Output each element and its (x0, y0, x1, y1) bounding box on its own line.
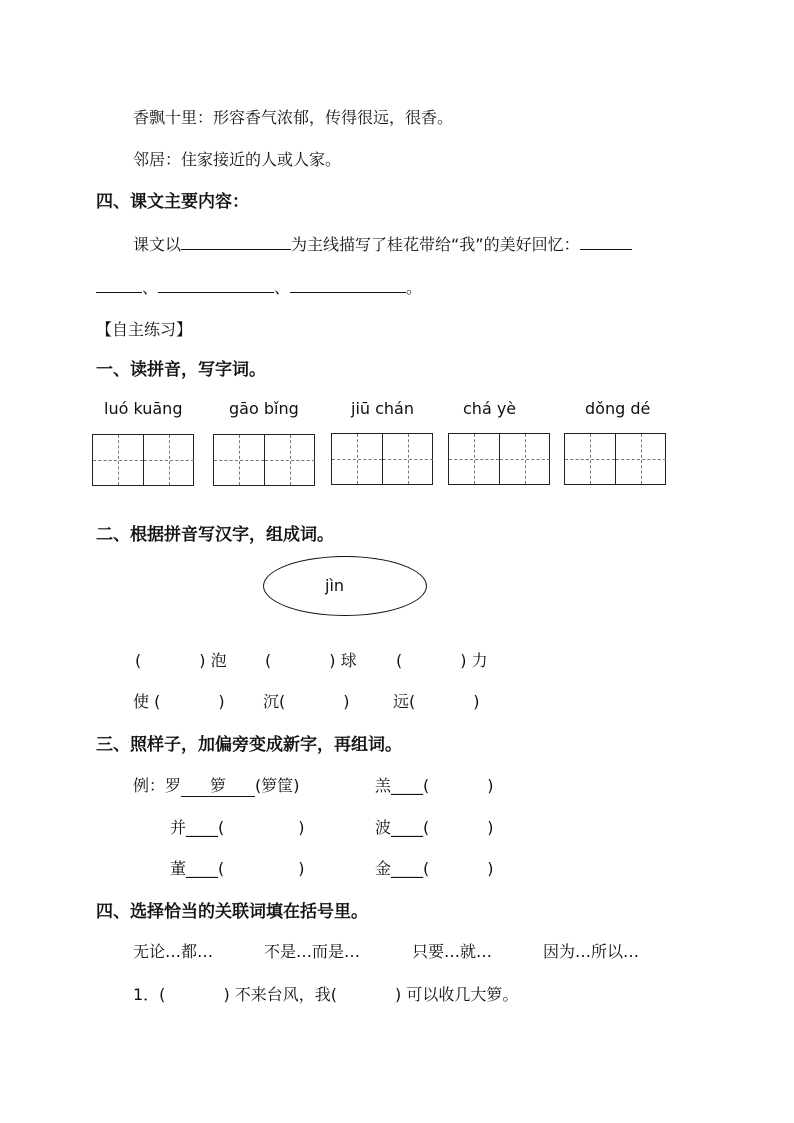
separator: 、 (274, 278, 291, 297)
example-label: 例：罗 (133, 776, 182, 795)
q2-row1-item-3: ( ) 力 (396, 651, 488, 670)
q3-item-gao: 羔____( ) (375, 776, 494, 795)
practice-title: 【自主练习】 (96, 320, 193, 339)
q3-example (133, 773, 300, 797)
q3-heading: 三、照样子，加偏旁变成新字，再组词。 (96, 735, 402, 755)
vocab-line-2: 邻居：住家接近的人或人家。 (133, 150, 342, 169)
q2-row2-item-1: 使 ( ) (133, 692, 225, 711)
pinyin-1: luó kuāng (104, 399, 183, 418)
fill-blank-memory-2[interactable] (158, 276, 274, 293)
q4-item-1: 1．( ) 不来台风，我( ) 可以收几大箩。 (133, 985, 519, 1004)
main-content-text-b: 为主线描写了桂花带给“我”的美好回忆： (291, 235, 580, 254)
pinyin-jin: jìn (325, 576, 345, 595)
radical-blank[interactable]: ____ (391, 776, 424, 795)
separator: 、 (142, 278, 159, 297)
q4-option-1: 无论…都… (133, 942, 214, 961)
q4-heading: 四、选择恰当的关联词填在括号里。 (96, 902, 368, 922)
fill-blank-mainline[interactable] (181, 233, 291, 250)
section-heading-main-content: 四、课文主要内容： (96, 192, 249, 212)
q2-row2-item-2: 沉( ) (263, 692, 350, 711)
radical-blank[interactable]: ____ (186, 818, 219, 837)
fill-blank-memory-1b[interactable] (96, 276, 142, 293)
example-answer: 箩 (181, 773, 255, 797)
pinyin-ellipse (263, 556, 427, 616)
writing-grid-4[interactable] (448, 433, 550, 485)
q2-row1-item-2: ( ) 球 (265, 651, 357, 670)
writing-grid-2[interactable] (213, 434, 315, 486)
q3-item-bo: 波____( ) (375, 818, 494, 837)
main-content-line-2 (96, 275, 422, 298)
main-content-text-a: 课文以 (133, 235, 182, 254)
radical-blank[interactable]: ____ (186, 859, 219, 878)
q3-item-dong: 董____( ) (170, 859, 305, 878)
q2-heading: 二、根据拼音写汉字，组成词。 (96, 525, 334, 545)
period: 。 (406, 278, 423, 297)
q2-row2-item-3: 远( ) (393, 692, 480, 711)
writing-grid-3[interactable] (331, 433, 433, 485)
pinyin-5: dǒng dé (585, 399, 651, 418)
writing-grid-5[interactable] (564, 433, 666, 485)
q1-heading: 一、读拼音，写字词。 (96, 360, 266, 380)
radical-blank[interactable]: ____ (391, 818, 424, 837)
pinyin-4: chá yè (463, 399, 517, 418)
q4-option-3: 只要…就… (412, 942, 493, 961)
q4-option-2: 不是…而是… (264, 942, 361, 961)
pinyin-2: gāo bǐng (229, 399, 299, 418)
q4-option-4: 因为…所以… (543, 942, 640, 961)
writing-grid-1[interactable] (92, 434, 194, 486)
q3-item-jin: 金____( ) (375, 859, 494, 878)
radical-blank[interactable]: ____ (391, 859, 424, 878)
fill-blank-memory-1a[interactable] (580, 233, 632, 250)
fill-blank-memory-3[interactable] (290, 276, 406, 293)
example-word: (箩筐) (255, 776, 300, 795)
q2-row1-item-1: ( ) 泡 (135, 651, 227, 670)
vocab-line-1: 香飘十里：形容香气浓郁，传得很远，很香。 (133, 108, 454, 127)
main-content-line-1 (133, 232, 632, 255)
q3-item-bing: 并____( ) (170, 818, 305, 837)
pinyin-3: jiū chán (351, 399, 414, 418)
